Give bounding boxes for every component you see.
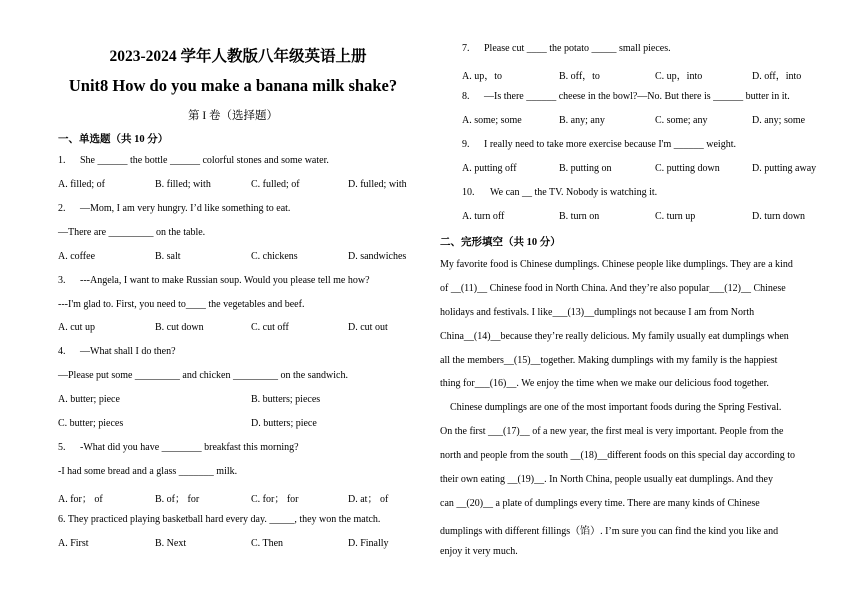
option-d: D. Finally <box>348 538 389 549</box>
question-number: 3. <box>58 275 66 286</box>
question-9 <box>462 139 736 150</box>
option-b: B. turn on <box>559 211 600 222</box>
passage-line: holidays and festivals. I like___(13)__dumplings not because I am from North <box>440 307 755 318</box>
question-number: 6. <box>58 514 66 525</box>
question-number: 7. <box>462 43 470 54</box>
question-number: 8. <box>462 91 470 102</box>
question-stem: —What shall I do then? <box>80 346 176 357</box>
question-stem: —Is there ______ cheese in the bowl?—No. But there is ______ butter in it. <box>484 91 790 102</box>
question-stem: We can __ the TV. Nobody is watching it. <box>490 187 658 198</box>
question-number: 2. <box>58 203 66 214</box>
option-c: C. for； for <box>251 494 299 505</box>
question-stem: —Mom, I am very hungry. I’d like something to eat. <box>80 203 291 214</box>
option-a: A. putting off <box>462 163 517 174</box>
question-stem: ---Angela, I want to make Russian soup. Would you please tell me how? <box>80 275 370 286</box>
document-title: 2023-2024 学年人教版八年级英语上册 <box>109 48 367 65</box>
option-b: B. of； for <box>155 494 200 505</box>
option-b: B. butters; pieces <box>251 394 321 405</box>
option-c: C. cut off <box>251 322 289 333</box>
passage-line: their own eating __(19)__. In North China, people usually eat dumplings. And they <box>440 474 773 485</box>
option-c: C. fulled; of <box>251 179 300 190</box>
option-c: C. Then <box>251 538 284 549</box>
option-a: A. First <box>58 538 89 549</box>
option-c: C. chickens <box>251 251 298 262</box>
passage-line: north and people from the south __(18)__different foods on this special day according to <box>440 450 796 461</box>
question-6 <box>58 514 380 525</box>
question-5 <box>58 442 299 453</box>
section1-heading: 一、单选题（共 10 分） <box>58 134 169 145</box>
question-stem-2: —Please put some _________ and chicken _________ on the sandwich. <box>58 370 348 381</box>
option-a: A. filled; of <box>58 179 105 190</box>
question-number: 1. <box>58 155 66 166</box>
option-d: D. fulled; with <box>348 179 407 190</box>
option-c: C. up，into <box>655 71 703 82</box>
question-stem: She ______ the bottle ______ colorful stones and some water. <box>80 155 329 166</box>
option-d: D. any; some <box>752 115 806 126</box>
question-stem: They practiced playing basketball hard every day. _____, they won the match. <box>67 514 381 525</box>
volume-label: 第 I 卷（选择题） <box>187 110 279 122</box>
option-d: D. putting away <box>752 163 817 174</box>
passage-line: all the members__(15)__together. Making dumplings with my family is the happiest <box>440 355 778 366</box>
question-10 <box>462 187 657 198</box>
passage-line: enjoy it very much. <box>440 546 518 557</box>
passage-line: of __(11)__ Chinese food in North China. And they’re also popular___(12)__ Chinese <box>440 283 786 294</box>
option-a: A. cut up <box>58 322 95 333</box>
option-d: D. off，into <box>752 71 802 82</box>
passage-line: Chinese dumplings are one of the most important foods during the Spring Festival. <box>440 402 782 413</box>
option-a: A. turn off <box>462 211 505 222</box>
option-d: D. at； of <box>348 494 389 505</box>
question-number: 5. <box>58 442 66 453</box>
option-a: A. coffee <box>58 251 96 262</box>
option-a: A. some; some <box>462 115 522 126</box>
question-stem: -What did you have ________ breakfast this morning? <box>80 442 299 453</box>
option-c: C. putting down <box>655 163 720 174</box>
question-stem: I really need to take more exercise because I'm ______ weight. <box>484 139 736 150</box>
option-b: B. putting on <box>559 163 612 174</box>
option-b: B. off，to <box>559 71 600 82</box>
option-b: B. any; any <box>559 115 605 126</box>
option-a: A. for； of <box>58 494 103 505</box>
option-c: C. some; any <box>655 115 708 126</box>
option-b: B. cut down <box>155 322 204 333</box>
question-8 <box>462 91 790 102</box>
question-stem-2: ---I'm glad to. First, you need to____ the vegetables and beef. <box>58 299 305 310</box>
option-b: B. salt <box>155 251 181 262</box>
option-a: A. butter; piece <box>58 394 120 405</box>
unit-title: Unit8 How do you make a banana milk shake? <box>68 76 398 95</box>
option-a: A. up，to <box>462 71 502 82</box>
question-stem: Please cut ____ the potato _____ small pieces. <box>484 43 671 54</box>
question-stem-2: —There are _________ on the table. <box>58 227 206 238</box>
question-7 <box>462 43 671 54</box>
question-stem-2: -I had some bread and a glass _______ milk. <box>58 466 238 477</box>
question-1 <box>58 155 329 166</box>
section2-heading: 二、完形填空（共 10 分） <box>440 237 561 248</box>
question-number: 4. <box>58 346 66 357</box>
option-d: D. butters; piece <box>251 418 317 429</box>
option-d: D. turn down <box>752 211 806 222</box>
option-c: C. turn up <box>655 211 696 222</box>
passage-line: On the first ___(17)__ of a new year, the first meal is very important. People from the <box>440 426 784 437</box>
question-3 <box>58 275 370 286</box>
option-d: D. cut out <box>348 322 388 333</box>
option-d: D. sandwiches <box>348 251 407 262</box>
passage-line: thing for___(16)__. We enjoy the time when we make our delicious food together. <box>440 378 769 389</box>
passage-line: can __(20)__ a plate of dumplings every time. There are many kinds of Chinese <box>440 498 760 509</box>
question-number: 10. <box>462 187 475 198</box>
question-2 <box>58 203 290 214</box>
question-4 <box>58 346 176 357</box>
option-b: B. Next <box>155 538 187 549</box>
passage-line: My favorite food is Chinese dumplings. Chinese people like dumplings. They are a kind <box>440 259 793 270</box>
passage-line: dumplings with different fillings（馅）. I’m sure you can find the kind you like and <box>440 526 779 537</box>
option-b: B. filled; with <box>155 179 211 190</box>
question-number: 9. <box>462 139 470 150</box>
option-c: C. butter; pieces <box>58 418 124 429</box>
passage-line: China__(14)__because they’re really delicious. My family usually eat dumplings when <box>440 331 789 342</box>
